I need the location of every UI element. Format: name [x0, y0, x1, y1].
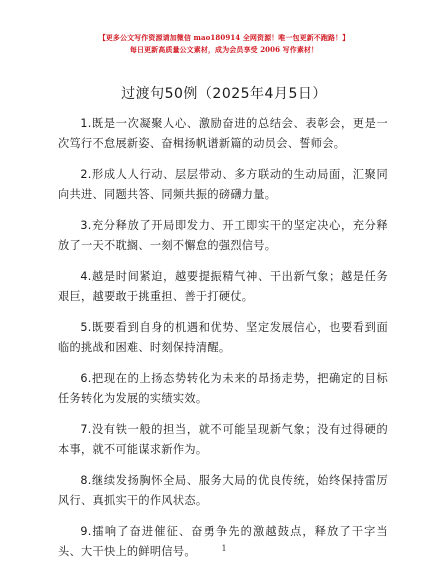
paragraph-7: 7.没有铁一般的担当，就不可能呈现新气象；没有过得硬的本事，就不可能谋求新作为。: [58, 423, 388, 456]
promo-banner-line-2: 每日更新高质量公文素材，成为会员享受 2006 写作素材！: [129, 45, 319, 54]
document-body: [58, 114, 388, 573]
paragraph-6: 6.把现在的上扬态势转化为未来的昂扬走势，把确定的目标任务转化为发展的实绩实效。: [58, 372, 388, 405]
paragraph-1: 1.既是一次凝聚人心、激励奋进的总结会、表彰会，更是一次笃行不怠展新姿、奋楫扬帆谱新篇的动员会、誓师会。: [58, 117, 388, 150]
document-title: 过渡句50例（2025年4月5日）: [121, 86, 327, 102]
paragraph-4: 4.越是时间紧迫，越要提振精气神、干出新气象；越是任务艰巨，越要敢于挑重担、善于打硬仗。: [58, 270, 388, 303]
paragraph-2: 2.形成人人行动、层层带动、多方联动的生动局面，汇聚同向共进、同题共答、同频共振的磅礴力量。: [58, 168, 388, 201]
paragraph-5: 5.既要看到自身的机遇和优势、坚定发展信心，也要看到面临的挑战和困难、时刻保持清醒。: [58, 321, 388, 354]
paragraph-3: 3.充分释放了开局即发力、开工即实干的坚定决心，充分释放了一天不耽搁、一刻不懈怠的强烈信号。: [58, 219, 388, 252]
paragraph-8: 8.继续发扬胸怀全局、服务大局的优良传统，始终保持雷厉风行、真抓实干的作风状态。: [58, 474, 388, 507]
promo-banner-line-1: 【更多公文写作资源请加微信 mao180914 全网资源！唯一包更新不跑路！】: [98, 33, 350, 42]
page-number: 1: [221, 544, 227, 553]
paragraph-9: 9.擂响了奋进催征、奋勇争先的激越鼓点，释放了干字当头、大干快上的鲜明信号。: [58, 525, 388, 558]
